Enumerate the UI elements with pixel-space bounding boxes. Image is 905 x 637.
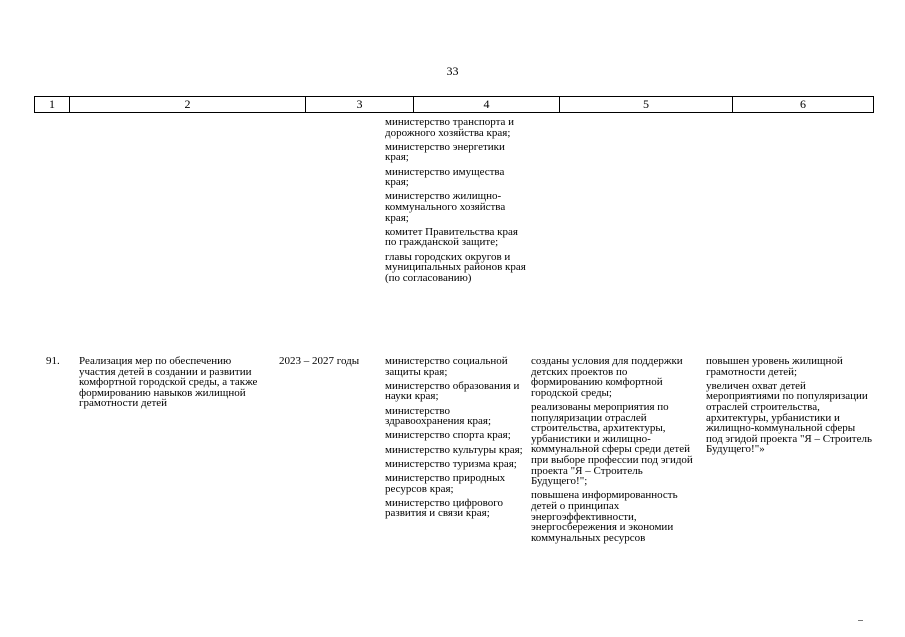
header-cell-6: 6 [800, 97, 806, 111]
result-item: созданы условия для поддержки детских проектов по формированию комфортной городской среды; [531, 355, 683, 399]
executor-item: министерство туризма края; [385, 457, 517, 470]
executor-item: министерство природных ресурсов края; [385, 471, 506, 495]
header-cell-4: 4 [414, 97, 560, 112]
header-cell-5: 5 [560, 97, 733, 112]
scan-artifact [858, 620, 863, 621]
executor-item: министерство энергетики края; [385, 140, 505, 164]
indicator-item: увеличен охват детей мероприятиями по популяризации отраслей строительства, архитектуры, урбанистики и жилищно-коммунальной сферы под эгидой проекта "Я – Строитель Будущего!"» [706, 379, 872, 456]
executor-item: министерство социальной защиты края; [385, 355, 508, 378]
page-number: 33 [446, 64, 459, 78]
header-cell-1: 1 [35, 97, 70, 112]
executor-item: министерство образования и науки края; [385, 379, 520, 403]
implementation-period: 2023 – 2027 годы [279, 355, 360, 367]
header-cell-3: 3 [306, 97, 414, 112]
executor-item: министерство цифрового развития и связи края; [385, 496, 504, 520]
result-item: повышена информированность детей о принципах энергоэффективности, энергосбережения и экономии коммунальных ресурсов [531, 489, 678, 544]
continued-executors-list [385, 117, 527, 287]
executor-item: комитет Правительства края по гражданской защите; [385, 225, 518, 249]
table-header-row [34, 96, 874, 113]
executor-item: министерство здравоохранения края; [385, 404, 492, 428]
measure-name: Реализация мер по обеспечению участия детей в создании и развитии комфортной городской среды, а также формированию навыков жилищной грамотности детей [79, 355, 258, 410]
result-item: реализованы мероприятия по популяризации отраслей строительства, архитектуры, урбанистики и жилищно-коммунальной сферы среди детей при выборе профессии под эгидой проекта "Я – Строитель Будущего!"; [531, 400, 693, 488]
executor-item: главы городских округов и муниципальных районов края (по согласованию) [385, 250, 526, 284]
expected-results [531, 356, 695, 547]
row-number: 91. [46, 355, 60, 367]
executor-item: министерство имущества края; [385, 165, 505, 189]
executor-item: министерство культуры края; [385, 443, 523, 456]
effect-indicators [706, 356, 872, 459]
executor-item: министерство спорта края; [385, 429, 511, 442]
executor-item: министерство жилищно-коммунального хозяйства края; [385, 190, 506, 224]
header-cell-2: 2 [70, 97, 306, 112]
executors-list [385, 356, 527, 522]
executor-item: министерство транспорта и дорожного хозяйства края; [385, 116, 515, 139]
indicator-item: повышен уровень жилищной грамотности детей; [706, 355, 843, 378]
